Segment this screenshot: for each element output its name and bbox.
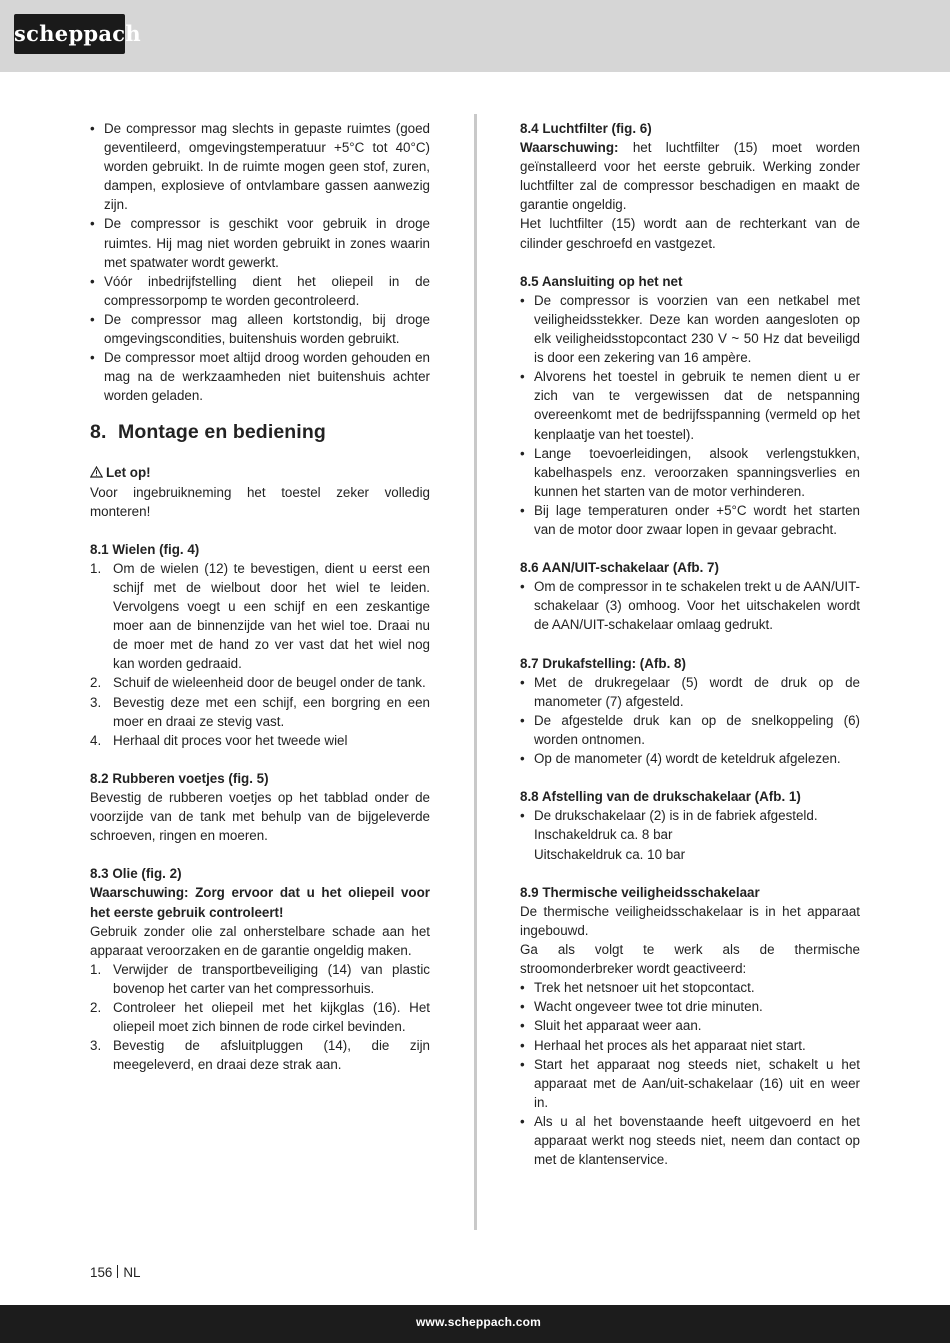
section-title-8-6: 8.6 AAN/UIT-schakelaar (Afb. 7) (520, 560, 719, 576)
left-column (90, 119, 430, 1074)
chapter-number: 8. (90, 421, 107, 444)
website-link[interactable]: www.scheppach.com (416, 1315, 541, 1329)
list-item: • Start het apparaat nog steeds niet, schakelt u het apparaat met de Aan/uit-schakelaar (16) uit en weer in. (520, 1056, 860, 1110)
intro-bullet-list (90, 119, 430, 405)
section-title-8-5: 8.5 Aansluiting op het net (520, 273, 683, 289)
section-text-8-9-b: Ga als volgt te werk als de thermische stroomonderbreker wordt geactiveerd: (520, 942, 860, 977)
steps-8-1 (90, 559, 430, 750)
section-warning-8-4: Waarschuwing: het luchtfilter (15) moet worden geïnstalleerd voor het eerste gebruik. Werking zonder luchtfilter zal de compressor beschadigen en maakt de garantie ongeldig. (520, 140, 860, 213)
list-item: • Lange toevoerleidingen, alsook verlengstukken, kabelhaspels enz. veroorzaken spanningsverlies en kunnen het starten van de motor verhinderen. (520, 445, 860, 499)
list-item: • Op de manometer (4) wordt de keteldruk afgelezen. (520, 751, 841, 767)
section-title-8-1: 8.1 Wielen (fig. 4) (90, 541, 200, 557)
warning-heading: Let op! (90, 463, 430, 482)
right-column (520, 119, 860, 1169)
section-text-8-4: Het luchtfilter (15) wordt aan de rechterkant van de cilinder geschroefd en vastgezet. (520, 216, 860, 251)
list-item: 4. Herhaal dit proces voor het tweede wiel (90, 732, 348, 748)
warning-triangle-icon (90, 463, 106, 482)
list-item: • Om de compressor in te schakelen trekt u de AAN/UIT-schakelaar (3) omhoog. Voor het uitschakelen wordt de AAN/UIT-schakelaar omlaag gedrukt. (520, 579, 860, 633)
list-item: 2. Controleer het oliepeil met het kijkglas (16). Het oliepeil moet zich binnen de rode cirkel bevinden. (90, 1000, 430, 1035)
steps-8-3 (90, 960, 430, 1075)
list-item: • De drukschakelaar (2) is in de fabriek afgesteld. Inschakeldruk ca. 8 bar Uitschakeldruk ca. 10 bar (520, 808, 818, 862)
bullets-8-8 (520, 806, 860, 863)
chapter-heading (90, 420, 430, 444)
list-item: • De compressor is voorzien van een netkabel met veiligheidsstekker. Deze kan worden aangesloten op elk veiligheidsstopcontact 230 V ~ 50 Hz dat beveiligd is door een zekering van 16 ampère. (520, 292, 860, 366)
section-title-8-4: 8.4 Luchtfilter (fig. 6) (520, 121, 652, 136)
list-item: 2. Schuif de wieleenheid door de beugel onder de tank. (90, 675, 426, 691)
list-item: 3. Bevestig deze met een schijf, een borgring en een moer en draai ze stevig vast. (90, 694, 430, 729)
section-title-8-2: 8.2 Rubberen voetjes (fig. 5) (90, 770, 269, 786)
list-item: • Vóór inbedrijfstelling dient het oliepeil in de compressorpomp te worden gecontroleerd. (90, 273, 430, 308)
list-item: • Wacht ongeveer twee tot drie minuten. (520, 999, 763, 1015)
list-item: • De compressor mag alleen kortstondig, bij droge omgevingscondities, buitenshuis worden gebruikt. (90, 311, 430, 347)
footer-bar (0, 1305, 950, 1343)
list-item: • De compressor is geschikt voor gebruik in droge ruimtes. Hij mag niet worden gebruikt in zones waarin met spatwater wordt gewerkt. (90, 216, 430, 270)
section-text-8-3: Gebruik zonder olie zal onherstelbare schade aan het apparaat veroorzaken en de garantie ongeldig maken. (90, 923, 430, 958)
warning-text: Voor ingebruikneming het toestel zeker volledig monteren! (90, 484, 430, 519)
list-item: • De afgestelde druk kan op de snelkoppeling (6) worden ontnomen. (520, 712, 860, 747)
list-item: • Met de drukregelaar (5) wordt de druk op de manometer (7) afgesteld. (520, 674, 860, 709)
bullets-8-6 (520, 577, 860, 634)
scheppach-logo: scheppach (14, 14, 125, 54)
bullets-8-7 (520, 673, 860, 768)
chapter-title: Montage en bediening (118, 421, 326, 444)
list-item: • Sluit het apparaat weer aan. (520, 1018, 702, 1034)
section-title-8-3: 8.3 Olie (fig. 2) (90, 866, 182, 882)
separator (117, 1265, 118, 1278)
section-warning-8-3: Waarschuwing: Zorg ervoor dat u het oliepeil voor het eerste gebruik controleert! (90, 885, 430, 920)
header-bar (0, 0, 950, 72)
page-number: 156 NL (90, 1265, 141, 1280)
list-item: 1. Om de wielen (12) te bevestigen, dient u eerst een schijf met de wielbout door het wiel te leiden. Vervolgens voegt u een schijf en een zeskantige moer aan de binnenzijde van het wiel toe. Draai nu de moer met de hand zo ver vast dat het wiel nog kan worden gedraaid. (90, 560, 430, 672)
list-item: • Bij lage temperaturen onder +5°C wordt het starten van de motor door zwaar lopen in gevaar gebracht. (520, 502, 860, 537)
section-title-8-8: 8.8 Afstelling van de drukschakelaar (Afb. 1) (520, 789, 801, 805)
section-text-8-2: Bevestig de rubberen voetjes op het tabblad onder de voorzijde van de tank met behulp van de bijgeleverde schroeven, ringen en moeren. (90, 790, 430, 844)
bullets-8-5 (520, 291, 860, 539)
list-item: • Als u al het bovenstaande heeft uitgevoerd en het apparaat werkt nog steeds niet, neem dan contact op met de klantenservice. (520, 1113, 860, 1168)
list-item: • De compressor moet altijd droog worden gehouden en mag na de werkzaamheden niet buitenshuis achter worden geladen. (90, 350, 430, 404)
list-item: • Herhaal het proces als het apparaat niet start. (520, 1037, 806, 1053)
list-item: • Alvorens het toestel in gebruik te nemen dient u er zich van te vergewissen dat de netspanning overeenkomt met de bedrijfsspanning (vermeld op het kenplaatje van het toestel). (520, 369, 860, 442)
list-item: • De compressor mag slechts in gepaste ruimtes (goed geventileerd, omgevingstemperatuur +5°C tot 40°C) worden gebruikt. In de ruimte mogen geen stof, zuren, dampen, explosieve of ontvlambare gassen aanwezig zijn. (90, 121, 430, 213)
list-item: • Trek het netsnoer uit het stopcontact. (520, 980, 755, 996)
section-title-8-7: 8.7 Drukafstelling: (Afb. 8) (520, 655, 686, 671)
list-item: 3. Bevestig de afsluitpluggen (14), die zijn meegeleverd, en draai deze strak aan. (90, 1038, 430, 1073)
section-title-8-9: 8.9 Thermische veiligheidsschakelaar (520, 884, 760, 900)
section-text-8-9-a: De thermische veiligheidsschakelaar is in het apparaat ingebouwd. (520, 903, 860, 938)
column-divider (474, 114, 477, 1230)
bullets-8-9 (520, 978, 860, 1169)
list-item: 1. Verwijder de transportbeveiliging (14) van plastic bovenop het carter van het compressorhuis. (90, 961, 430, 996)
